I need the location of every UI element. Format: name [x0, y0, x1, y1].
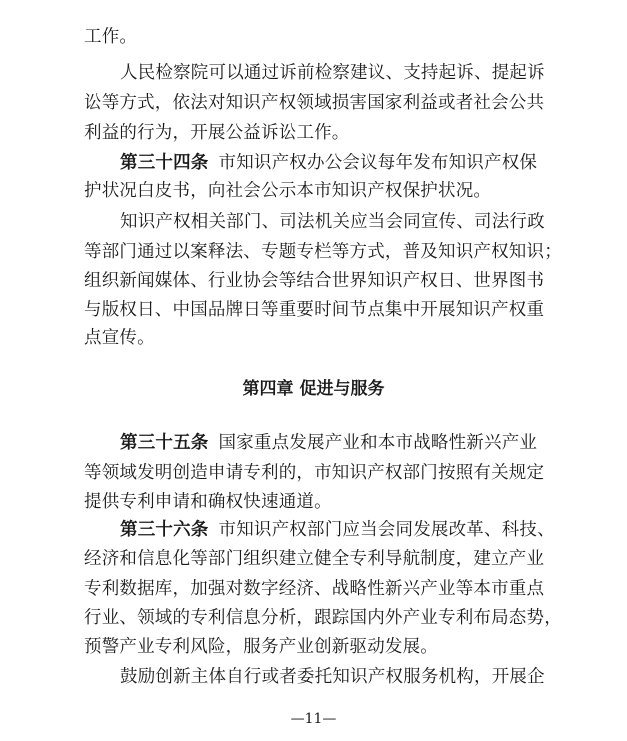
line-text: 国家重点发展产业和本市战略性新兴产业	[218, 433, 538, 453]
paragraph-first-line	[84, 666, 544, 688]
line-text: 鼓励创新主体自行或者委托知识产权服务机构，开展企	[120, 667, 545, 687]
line-text: 市知识产权部门应当会同发展改革、科技、	[218, 520, 555, 540]
text-line	[84, 548, 544, 570]
text-line	[84, 491, 544, 513]
text-line	[84, 578, 544, 600]
line-text: 等部门通过以案释法、专题专栏等方式，普及知识产权知识；	[84, 242, 562, 262]
text-line	[84, 180, 544, 202]
line-text: 经济和信息化等部门组织建立健全专利导航制度，建立产业	[84, 549, 545, 569]
text-line	[84, 299, 544, 321]
line-text: 等领域发明创造申请专利的，市知识产权部门按照有关规定	[84, 463, 545, 483]
article-number: 第三十四条	[120, 153, 209, 173]
line-text: 市知识产权办公会议每年发布知识产权保	[218, 153, 538, 173]
line-text: 知识产权相关部门、司法机关应当会同宣传、司法行政	[120, 212, 545, 232]
line-text: 人民检察院可以通过诉前检察建议、支持起诉、提起诉	[120, 63, 545, 83]
line-text: 工作。	[84, 27, 138, 47]
line-text: 专利数据库，加强对数字经济、战略性新兴产业等本市重点	[84, 579, 545, 599]
line-text: 行业、领域的专利信息分析，跟踪国内外产业专利布局态势，	[84, 608, 562, 628]
paragraph-first-line	[84, 62, 544, 84]
article-36-first-line	[84, 519, 555, 541]
text-line	[84, 462, 544, 484]
line-text: 护状况白皮书，向社会公示本市知识产权保护状况。	[84, 181, 492, 201]
line-text: 与版权日、中国品牌日等重要时间节点集中开展知识产权重	[84, 300, 545, 320]
text-line	[84, 92, 544, 114]
text-line	[84, 26, 544, 48]
line-text: 组织新闻媒体、行业协会等结合世界知识产权日、世界图书	[84, 271, 545, 291]
text-line	[84, 122, 544, 144]
line-text: 预警产业专利风险，服务产业创新驱动发展。	[84, 637, 438, 657]
text-line	[84, 270, 544, 292]
text-line	[84, 636, 544, 658]
paragraph-first-line	[84, 211, 544, 233]
text-line	[84, 241, 562, 263]
line-text: 提供专利申请和确权快速通道。	[84, 492, 332, 512]
page-number: —11—	[290, 711, 337, 727]
article-number: 第三十六条	[120, 520, 209, 540]
text-line	[84, 327, 544, 349]
line-text: 利益的行为，开展公益诉讼工作。	[84, 123, 350, 143]
article-35-first-line	[84, 432, 544, 454]
chapter-heading: 第四章 促进与服务	[242, 379, 385, 399]
article-number: 第三十五条	[120, 433, 209, 453]
line-text: 讼等方式，依法对知识产权领域损害国家利益或者社会公共	[84, 93, 545, 113]
text-line	[84, 607, 562, 629]
article-34-first-line	[84, 152, 544, 174]
line-text: 点宣传。	[84, 328, 155, 348]
